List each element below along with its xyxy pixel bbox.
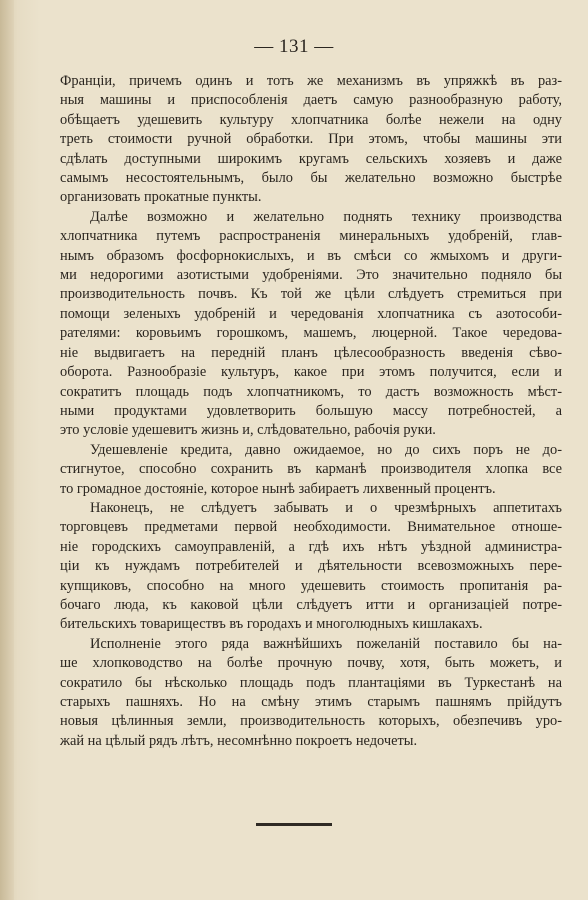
text-line: ніе городскихъ самоуправленій, а гдѣ ихъ нѣтъ уѣздной администра- (60, 538, 562, 555)
text-line: рателями: коровьимъ горошкомъ, машемъ, люцерной. Такое чередова- (60, 325, 562, 342)
text-line: Франціи, причемъ одинъ и тотъ же механизмъ въ упряжкѣ въ раз- (60, 73, 562, 89)
text-line: торговцевъ предметами первой необходимости. Внимательное отноше- (60, 519, 562, 536)
text-line: организовать прокатные пункты. (60, 189, 262, 206)
text-line: то громадное достояніе, которое нынѣ забираетъ лихвенный процентъ. (60, 480, 496, 497)
body-text (60, 72, 562, 751)
text-line: Далѣе возможно и желательно поднять технику производства (90, 208, 562, 225)
text-line: жай на цѣлый рядъ лѣтъ, несомнѣнно покроетъ недочеты. (60, 732, 418, 749)
closing-rule (256, 823, 332, 826)
text-line: Исполненіе этого ряда важнѣйшихъ пожеланій поставило бы на- (90, 635, 562, 652)
paragraph-2 (60, 208, 562, 441)
text-line: стигнутое, способно сохранить въ карманѣ производителя хлопка все (60, 461, 562, 478)
text-line: бительскихъ товариществъ въ городахъ и многолюдныхъ кишлакахъ. (60, 616, 483, 633)
text-line: бочаго люда, къ каковой цѣли слѣдуетъ итти и организаціей потре- (60, 596, 562, 613)
text-line: ніе выдвигаетъ на передній планъ цѣлесообразность введенія сѣво- (60, 344, 562, 361)
text-line: ныя машины и приспособленія даетъ самую разнообразную работу, (60, 92, 562, 109)
text-line: старыхъ пашняхъ. Но на смѣну этимъ старымъ пашнямъ прійдутъ (60, 694, 562, 710)
text-line: оборота. Разнообразіе культуръ, какое при этомъ получится, если и (60, 364, 562, 381)
page-number: — 131 — (254, 36, 334, 57)
text-line: ными продуктами удовлетворить большую массу потребностей, а (60, 402, 562, 419)
text-line: ше хлопководство на болѣе прочную почву, хотя, быть можетъ, и (60, 655, 562, 672)
text-line: новыя цѣлинныя земли, производительность которыхъ, обезпечивъ уро- (60, 713, 562, 730)
page-binding-edge (0, 0, 14, 900)
text-line: хлопчатника путемъ распространенія минеральныхъ удобреній, глав- (60, 228, 562, 245)
text-line: сдѣлать доступными широкимъ кругамъ сельскихъ хозяевъ и даже (60, 150, 562, 167)
text-line: обѣщаетъ удешевить культуру хлопчатника болѣе нежели на одну (60, 111, 562, 128)
text-line: производительность почвъ. Къ той же цѣли слѣдуетъ стремиться при (60, 286, 562, 303)
text-line: ми недорогими азотистыми удобреніями. Это значительно подняло бы (60, 267, 562, 284)
text-line: Удешевленіе кредита, давно ожидаемое, но до сихъ поръ не до- (90, 441, 562, 458)
text-line: помощи зеленыхъ удобреній и чередованія хлопчатника съ азотособи- (60, 305, 562, 322)
paragraph-4 (60, 499, 562, 635)
text-line: сократило бы нѣсколько площадь подъ плантаціями въ Туркестанѣ на (60, 674, 562, 691)
paragraph-1 (60, 72, 562, 208)
paragraph-5 (60, 635, 562, 751)
text-line: сократитъ площадь подъ хлопчатникомъ, то дастъ возможность мѣст- (60, 383, 562, 400)
text-line: купщиковъ, способно на много удешевить стоимость пропитанія ра- (60, 577, 562, 594)
paragraph-3 (60, 441, 562, 499)
text-line: нымъ образомъ фосфорнокислыхъ, и въ смѣси со жмыхомъ и други- (60, 247, 562, 264)
text-line: треть стоимости ручной обработки. При этомъ, чтобы машины эти (60, 131, 562, 148)
text-line: Наконецъ, не слѣдуетъ забывать и о чрезмѣрныхъ аппетитахъ (90, 499, 562, 516)
text-line: самымъ несостоятельнымъ, было бы желательно возможно быстрѣе (60, 170, 562, 187)
text-line: это условіе удешевитъ жизнь и, слѣдовательно, рабочія руки. (60, 422, 436, 439)
text-line: ціи къ нуждамъ потребителей и дѣятельности всевозможныхъ пере- (60, 558, 562, 575)
